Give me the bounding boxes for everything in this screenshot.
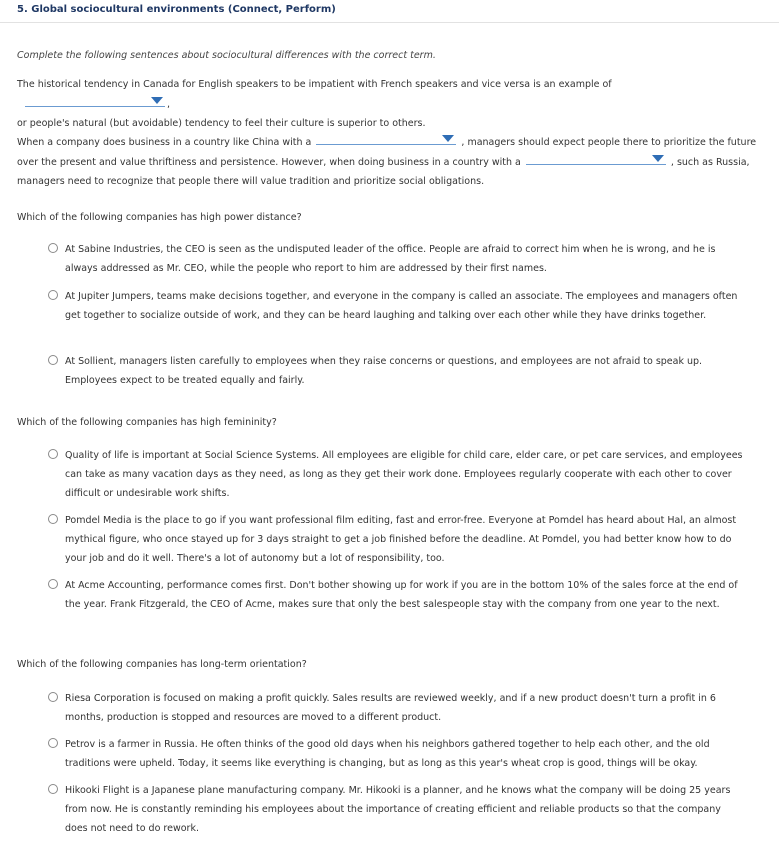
orientation-dropdown-2[interactable] [526, 152, 666, 165]
option-label: At Jupiter Jumpers, teams make decisions together, and everyone in the company is called an associate. The employees and managers often get together to socialize outside of work, and they can be heard laughing and talking over each other while they have drinks together. [65, 291, 738, 321]
option-label: At Sabine Industries, the CEO is seen as the undisputed leader of the office. People are afraid to correct him when he is wrong, and he is always addressed as Mr. CEO, while the people who report to him are addressed by their first names. [65, 244, 716, 274]
ethnocentrism-dropdown[interactable] [25, 94, 165, 107]
chevron-down-icon [442, 135, 454, 142]
option-row[interactable] [48, 511, 744, 568]
question-long-term-orientation: Which of the following companies has long-term orientation? [17, 659, 307, 670]
p2-text-part3: , such as Russia, managers need to recognize that people there will value tradition and prioritize social obligations. [17, 157, 750, 187]
fill-in-paragraph-2 [17, 132, 763, 191]
option-label: Hikooki Flight is a Japanese plane manufacturing company. Mr. Hikooki is a planner, and he knows what the company will be doing 25 years from now. He is constantly reminding his employees about the importance of creating efficient and reliable products so that the company does not need to do rework. [65, 785, 731, 834]
chevron-down-icon [151, 97, 163, 104]
radio-button[interactable] [48, 243, 58, 253]
question-power-distance: Which of the following companies has high power distance? [17, 212, 302, 223]
option-label: At Acme Accounting, performance comes first. Don't bother showing up for work if you are in the bottom 10% of the sales force at the end of the year. Frank Fitzgerald, the CEO of Acme, makes sure that only the best salespeople stay with the company from one year to the next. [65, 580, 738, 610]
radio-button[interactable] [48, 784, 58, 794]
option-row[interactable] [48, 576, 744, 614]
option-label: Quality of life is important at Social Science Systems. All employees are eligible for child care, elder care, or pet care services, and employees can take as many vacation days as they need, as long as they get their work done. Employees regularly cooperate with each other to cover difficult or undesirable work shifts. [65, 450, 743, 499]
option-label: Petrov is a farmer in Russia. He often thinks of the good old days when his neighbors gathered together to help each other, and the old traditions were upheld. Today, it seems like everything is changing, but as long as this year's wheat crop is good, things will be okay. [65, 739, 710, 769]
option-row[interactable] [48, 240, 744, 278]
p2-text-part2: , managers should expect people there to prioritize the future over the present and value thriftiness and persistence. However, when doing business in a country with a [17, 137, 757, 168]
fill-in-paragraph-1 [17, 75, 763, 133]
option-row[interactable] [48, 287, 744, 325]
option-row[interactable] [48, 781, 744, 838]
radio-button[interactable] [48, 449, 58, 459]
option-label: At Sollient, managers listen carefully to employees when they raise concerns or questions, and employees are not afraid to speak up. Employees expect to be treated equally and fairly. [65, 356, 703, 386]
option-row[interactable] [48, 352, 744, 390]
radio-button[interactable] [48, 692, 58, 702]
option-row[interactable] [48, 446, 744, 503]
radio-button[interactable] [48, 355, 58, 365]
option-row[interactable] [48, 689, 744, 727]
p1-text-line2: or people's natural (but avoidable) tendency to feel their culture is superior to others. [17, 118, 426, 129]
instructions: Complete the following sentences about sociocultural differences with the correct term. [17, 50, 436, 61]
p2-text-part1: When a company does business in a country like China with a [17, 137, 312, 148]
radio-button[interactable] [48, 579, 58, 589]
option-label: Riesa Corporation is focused on making a profit quickly. Sales results are reviewed weekly, and if a new product doesn't turn a profit in 6 months, production is stopped and resources are moved to a different product. [65, 693, 716, 723]
radio-button[interactable] [48, 290, 58, 300]
radio-button[interactable] [48, 514, 58, 524]
option-label: Pomdel Media is the place to go if you want professional film editing, fast and error-free. Everyone at Pomdel has heard about Hal, an almost mythical figure, who once stayed up for 3 days straight to get a job finished before the deadline. At Pomdel, you had better know how to do your job and do it well. There's a lot of autonomy but a lot of responsibility, too. [65, 515, 737, 564]
title-divider [0, 22, 779, 23]
radio-button[interactable] [48, 738, 58, 748]
option-row[interactable] [48, 735, 744, 773]
question-title: 5. Global sociocultural environments (Connect, Perform) [17, 4, 336, 15]
orientation-dropdown-1[interactable] [316, 132, 456, 145]
p1-text-after: , [167, 99, 171, 110]
question-femininity: Which of the following companies has high femininity? [17, 417, 277, 428]
p1-text-before: The historical tendency in Canada for English speakers to be impatient with French speakers and vice versa is an example of [17, 79, 612, 90]
chevron-down-icon [652, 155, 664, 162]
